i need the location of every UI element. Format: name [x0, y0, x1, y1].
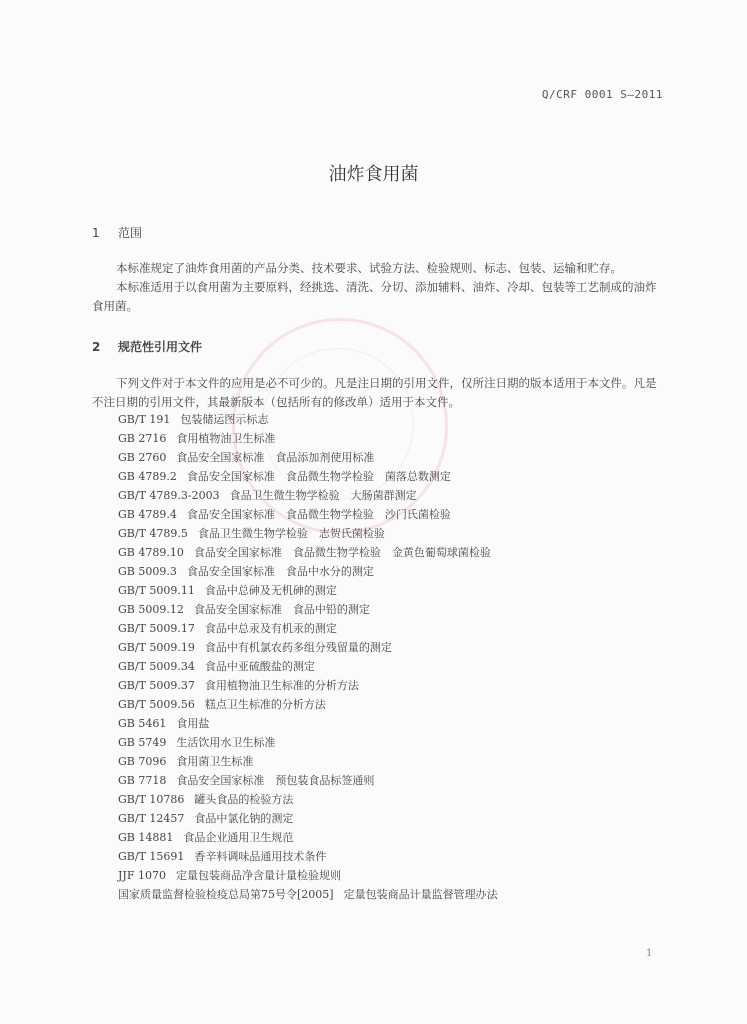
- reference-title: 食品安全国家标准 食品中水分的测定: [186, 565, 374, 578]
- scope-line: 本标准规定了油炸食用菌的产品分类、技术要求、试验方法、检验规则、标志、包装、运输和贮存。: [116, 261, 622, 275]
- reference-item: [118, 619, 498, 638]
- reference-code: GB/T 5009.19: [118, 641, 195, 654]
- reference-code: GB 2716: [118, 432, 167, 445]
- reference-title: 生活饮用水卫生标准: [176, 736, 276, 749]
- section-title: 范围: [118, 226, 143, 240]
- reference-code: GB/T 5009.11: [118, 584, 195, 597]
- reference-title: 食品中亚硫酸盐的测定: [204, 660, 315, 673]
- reference-title: 食品中总汞及有机汞的测定: [204, 622, 337, 635]
- reference-item: [118, 866, 498, 885]
- reference-code: GB/T 5009.56: [118, 698, 195, 711]
- reference-code: GB 4789.2: [118, 470, 177, 483]
- reference-title: 食品安全国家标准 预包装食品标签通则: [176, 774, 375, 787]
- reference-title: 食品安全国家标准 食品微生物学检验 沙门氏菌检验: [186, 508, 451, 521]
- reference-item: [118, 486, 498, 505]
- reference-title: 食品卫生微生物学检验 志贺氏菌检验: [197, 527, 385, 540]
- reference-title: 食品安全国家标准 食品微生物学检验 菌落总数测定: [186, 470, 451, 483]
- reference-item: [118, 505, 498, 524]
- reference-code: GB/T 4789.3-2003: [118, 489, 220, 502]
- reference-code: JJF 1070: [118, 869, 166, 882]
- reference-title: 定量包装商品净含量计量检验规则: [175, 869, 341, 882]
- reference-code: GB 7096: [118, 755, 167, 768]
- reference-code: GB 5749: [118, 736, 167, 749]
- reference-code: GB 5009.3: [118, 565, 177, 578]
- reference-item: [118, 467, 498, 486]
- reference-code: GB/T 5009.17: [118, 622, 195, 635]
- reference-title: 香辛料调味品通用技术条件: [194, 850, 327, 863]
- reference-code: GB/T 191: [118, 413, 171, 426]
- reference-title: 食品卫生微生物学检验 大肠菌群测定: [229, 489, 417, 502]
- reference-item: [118, 809, 498, 828]
- reference-item: [118, 752, 498, 771]
- scope-paragraph: [92, 259, 666, 316]
- section-title: 规范性引用文件: [118, 340, 203, 354]
- normative-intro-paragraph: [92, 374, 666, 412]
- reference-item: [118, 828, 498, 847]
- reference-code: GB/T 15691: [118, 850, 185, 863]
- reference-code: GB 5461: [118, 717, 167, 730]
- reference-item: [118, 448, 498, 467]
- reference-item: [118, 676, 498, 695]
- reference-code: GB/T 5009.37: [118, 679, 195, 692]
- reference-title: 食品安全国家标准 食品微生物学检验 金黄色葡萄球菌检验: [193, 546, 491, 559]
- reference-item: [118, 771, 498, 790]
- scope-line: 本标准适用于以食用菌为主要原料，经挑选、清洗、分切、添加辅料、油炸、冷却、包装等工艺制成的油炸食用菌。: [92, 280, 657, 313]
- reference-title: 食用植物油卫生标准: [176, 432, 276, 445]
- normative-intro: 下列文件对于本文件的应用是必不可少的。凡是注日期的引用文件，仅所注日期的版本适用于本文件。凡是不注日期的引用文件，其最新版本（包括所有的修改单）适用于本文件。: [92, 376, 657, 409]
- reference-code: GB/T 12457: [118, 812, 185, 825]
- reference-title: 食品中有机氯农药多组分残留量的测定: [204, 641, 392, 654]
- reference-item: [118, 657, 498, 676]
- reference-item: [118, 600, 498, 619]
- reference-title: 包装储运图示标志: [180, 413, 269, 426]
- reference-title: 食品企业通用卫生规范: [183, 831, 294, 844]
- reference-item: [118, 847, 498, 866]
- reference-title: 食用盐: [176, 717, 210, 730]
- reference-code: GB 7718: [118, 774, 167, 787]
- reference-item: [118, 733, 498, 752]
- reference-title: 糕点卫生标准的分析方法: [204, 698, 326, 711]
- reference-title: 食品中氯化钠的测定: [194, 812, 294, 825]
- reference-item: [118, 410, 498, 429]
- reference-title: 定量包装商品计量监督管理办法: [343, 888, 498, 901]
- document-title: 油炸食用菌: [328, 164, 419, 185]
- reference-code: GB/T 5009.34: [118, 660, 195, 673]
- section-number: 1: [92, 226, 100, 240]
- reference-code: 国家质量监督检验检疫总局第75号令[2005]: [118, 888, 334, 901]
- reference-title: 食品安全国家标准 食品添加剂使用标准: [176, 451, 375, 464]
- section-heading-normative: [92, 338, 202, 355]
- reference-title: 食品中总砷及无机砷的测定: [204, 584, 337, 597]
- reference-title: 食用植物油卫生标准的分析方法: [204, 679, 359, 692]
- page-number: 1: [646, 948, 653, 959]
- reference-code: GB 14881: [118, 831, 174, 844]
- reference-item: [118, 790, 498, 809]
- reference-title: 罐头食品的检验方法: [194, 793, 294, 806]
- reference-item: [118, 638, 498, 657]
- reference-item: [118, 562, 498, 581]
- reference-item: [118, 581, 498, 600]
- reference-item: [118, 714, 498, 733]
- reference-title: 食用菌卫生标准: [176, 755, 254, 768]
- reference-item: [118, 543, 498, 562]
- reference-code: GB 4789.4: [118, 508, 177, 521]
- section-number: 2: [92, 340, 101, 354]
- reference-title: 食品安全国家标准 食品中铅的测定: [193, 603, 370, 616]
- reference-code: GB/T 4789.5: [118, 527, 188, 540]
- section-heading-scope: [92, 224, 142, 241]
- reference-code: GB/T 10786: [118, 793, 185, 806]
- reference-list: [118, 410, 498, 904]
- standard-code: Q/CRF 0001 S—2011: [541, 88, 663, 101]
- reference-item: [118, 885, 498, 904]
- reference-code: GB 4789.10: [118, 546, 184, 559]
- reference-item: [118, 429, 498, 448]
- reference-item: [118, 524, 498, 543]
- reference-code: GB 2760: [118, 451, 167, 464]
- reference-item: [118, 695, 498, 714]
- reference-code: GB 5009.12: [118, 603, 184, 616]
